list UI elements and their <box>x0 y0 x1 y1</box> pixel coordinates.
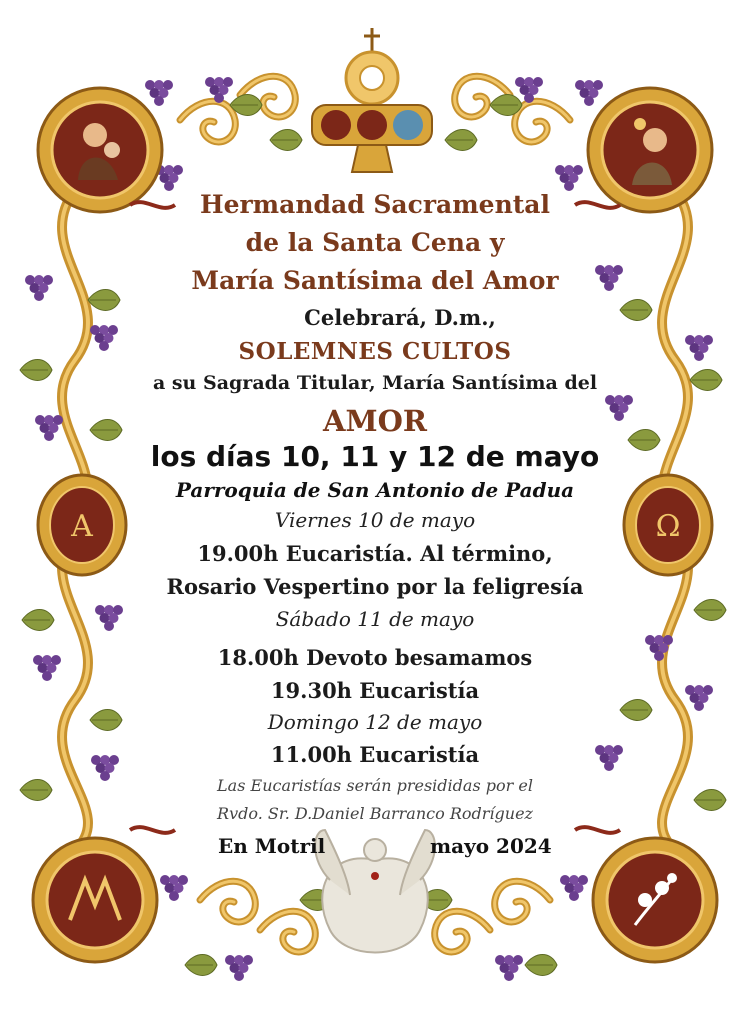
schedule-event-1a: 19.00h Eucaristía. Al término, <box>197 541 553 566</box>
schedule-event-2b: 19.30h Eucaristía <box>270 678 480 703</box>
omega-glyph: Ω <box>655 509 681 544</box>
days-text: los días 10, 11 y 12 de mayo <box>150 440 600 473</box>
monstrance-emblem <box>312 28 432 172</box>
alpha-glyph: Α <box>71 509 93 544</box>
brotherhood-title-line-2: de la Santa Cena y <box>245 228 505 257</box>
schedule-day-3: Domingo 12 de mayo <box>267 710 483 734</box>
celebrara-text: Celebrará, D.m., <box>304 305 496 330</box>
schedule-event-2a: 18.00h Devoto besamamos <box>217 645 533 670</box>
solemnes-cultos-heading: SOLEMNES CULTOS <box>238 338 512 365</box>
brotherhood-title-line-3: María Santísima del Amor <box>191 266 559 295</box>
parish-text: Parroquia de San Antonio de Padua <box>175 478 575 502</box>
presider-line-2: Rvdo. Sr. D.Daniel Barranco Rodríguez <box>217 804 533 823</box>
schedule-event-1b: Rosario Vespertino por la feligresía <box>166 574 584 599</box>
footer-place: En Motril <box>218 834 326 858</box>
dedication-text: a su Sagrada Titular, María Santísima del <box>152 372 598 394</box>
pelican-emblem <box>315 830 435 953</box>
schedule-day-1: Viernes 10 de mayo <box>274 508 476 532</box>
schedule-day-2: Sábado 11 de mayo <box>275 607 475 631</box>
footer-date: mayo 2024 <box>430 834 552 858</box>
brotherhood-title-line-1: Hermandad Sacramental <box>199 190 550 219</box>
monogram-medallion-bottom-left <box>33 838 157 962</box>
schedule-event-3a: 11.00h Eucaristía <box>270 742 480 767</box>
amor-heading: AMOR <box>323 404 427 438</box>
presider-line-1: Las Eucaristías serán presididas por el <box>217 776 533 795</box>
lily-medallion-bottom-right <box>593 838 717 962</box>
